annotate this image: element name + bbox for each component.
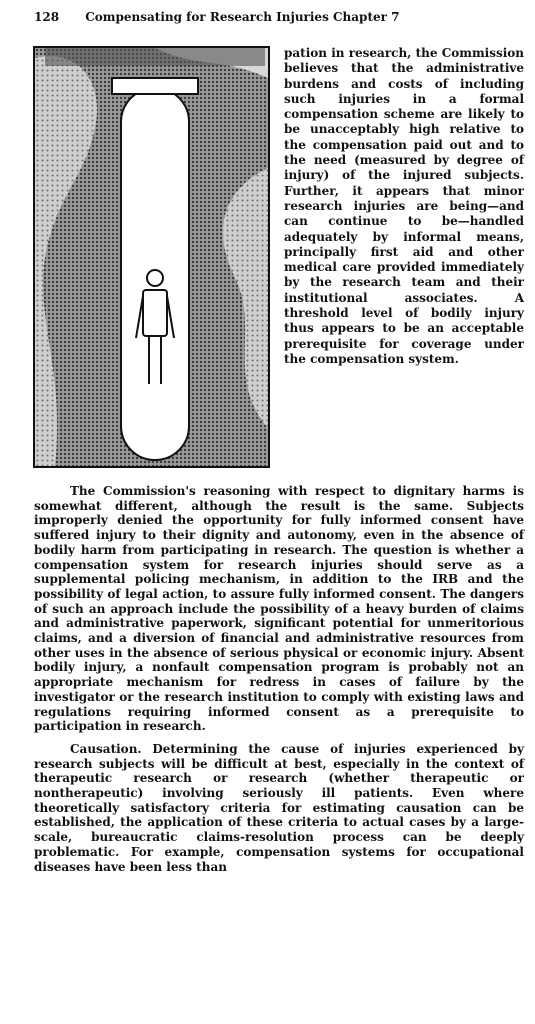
running-title: Compensating for Research Injuries Chapter 7: [85, 10, 400, 24]
chapter-illustration: [33, 46, 270, 468]
running-header: [34, 10, 514, 24]
paragraph-causation: Causation. Determining the cause of injuries experienced by research subjects will be difficult at best, especially in the context of therapeutic research or research (whether therapeutic or nontherapeutic) involving seriously ill patients. Even where theoretically satisfactory criteria for estimating causation can be established, the application of these criteria to actual cases by a large-scale, bureaucratic claims-resolution process can be deeply problematic. For example, compensation systems for occupational diseases have been less than: [34, 741, 524, 874]
top-band: [45, 48, 265, 66]
main-body: [34, 484, 524, 882]
illustration-graphic: [35, 48, 268, 466]
white-test-tube: [121, 88, 189, 460]
right-column-text: pation in research, the Commission believes that the administrative burdens and costs of including such injuries in a formal compensation scheme are likely to be unacceptably high relative to the compensation paid out and to the need (measured by degree of injury) of the injured subjects. Further, it appears that minor research injuries are being—and can continue to be—handled adequately by informal means, principally first aid and other medical care provided immediately by the research team and their institutional associates. A threshold level of bodily injury thus appears to be an acceptable prerequisite for coverage under the compensation system.: [284, 46, 524, 366]
tube-rim: [112, 78, 198, 94]
page-number: 128: [34, 10, 60, 24]
paragraph-dignitary-harms: The Commission's reasoning with respect to dignitary harms is somewhat different, although the result is the same. Subjects improperly denied the opportunity for fully informed consent have suffered injury to their dignity and autonomy, even in the absence of bodily harm from participating in research. The question is whether a compensation system for research injuries should serve as a supplemental policing mechanism, in addition to the IRB and the possibility of legal action, to assure fully informed consent. The dangers of such an approach include the possibility of a heavy burden of claims and administrative paperwork, significant potential for unmeritorious claims, and a diversion of financial and administrative resources from other uses in the absence of serious physical or economic injury. Absent bodily injury, a nonfault compensation program is probably not an appropriate mechanism for redress in cases of failure by the investigator or the research institution to comply with existing laws and regulations requiring informed consent as a prerequisite to participation in research.: [34, 484, 524, 734]
